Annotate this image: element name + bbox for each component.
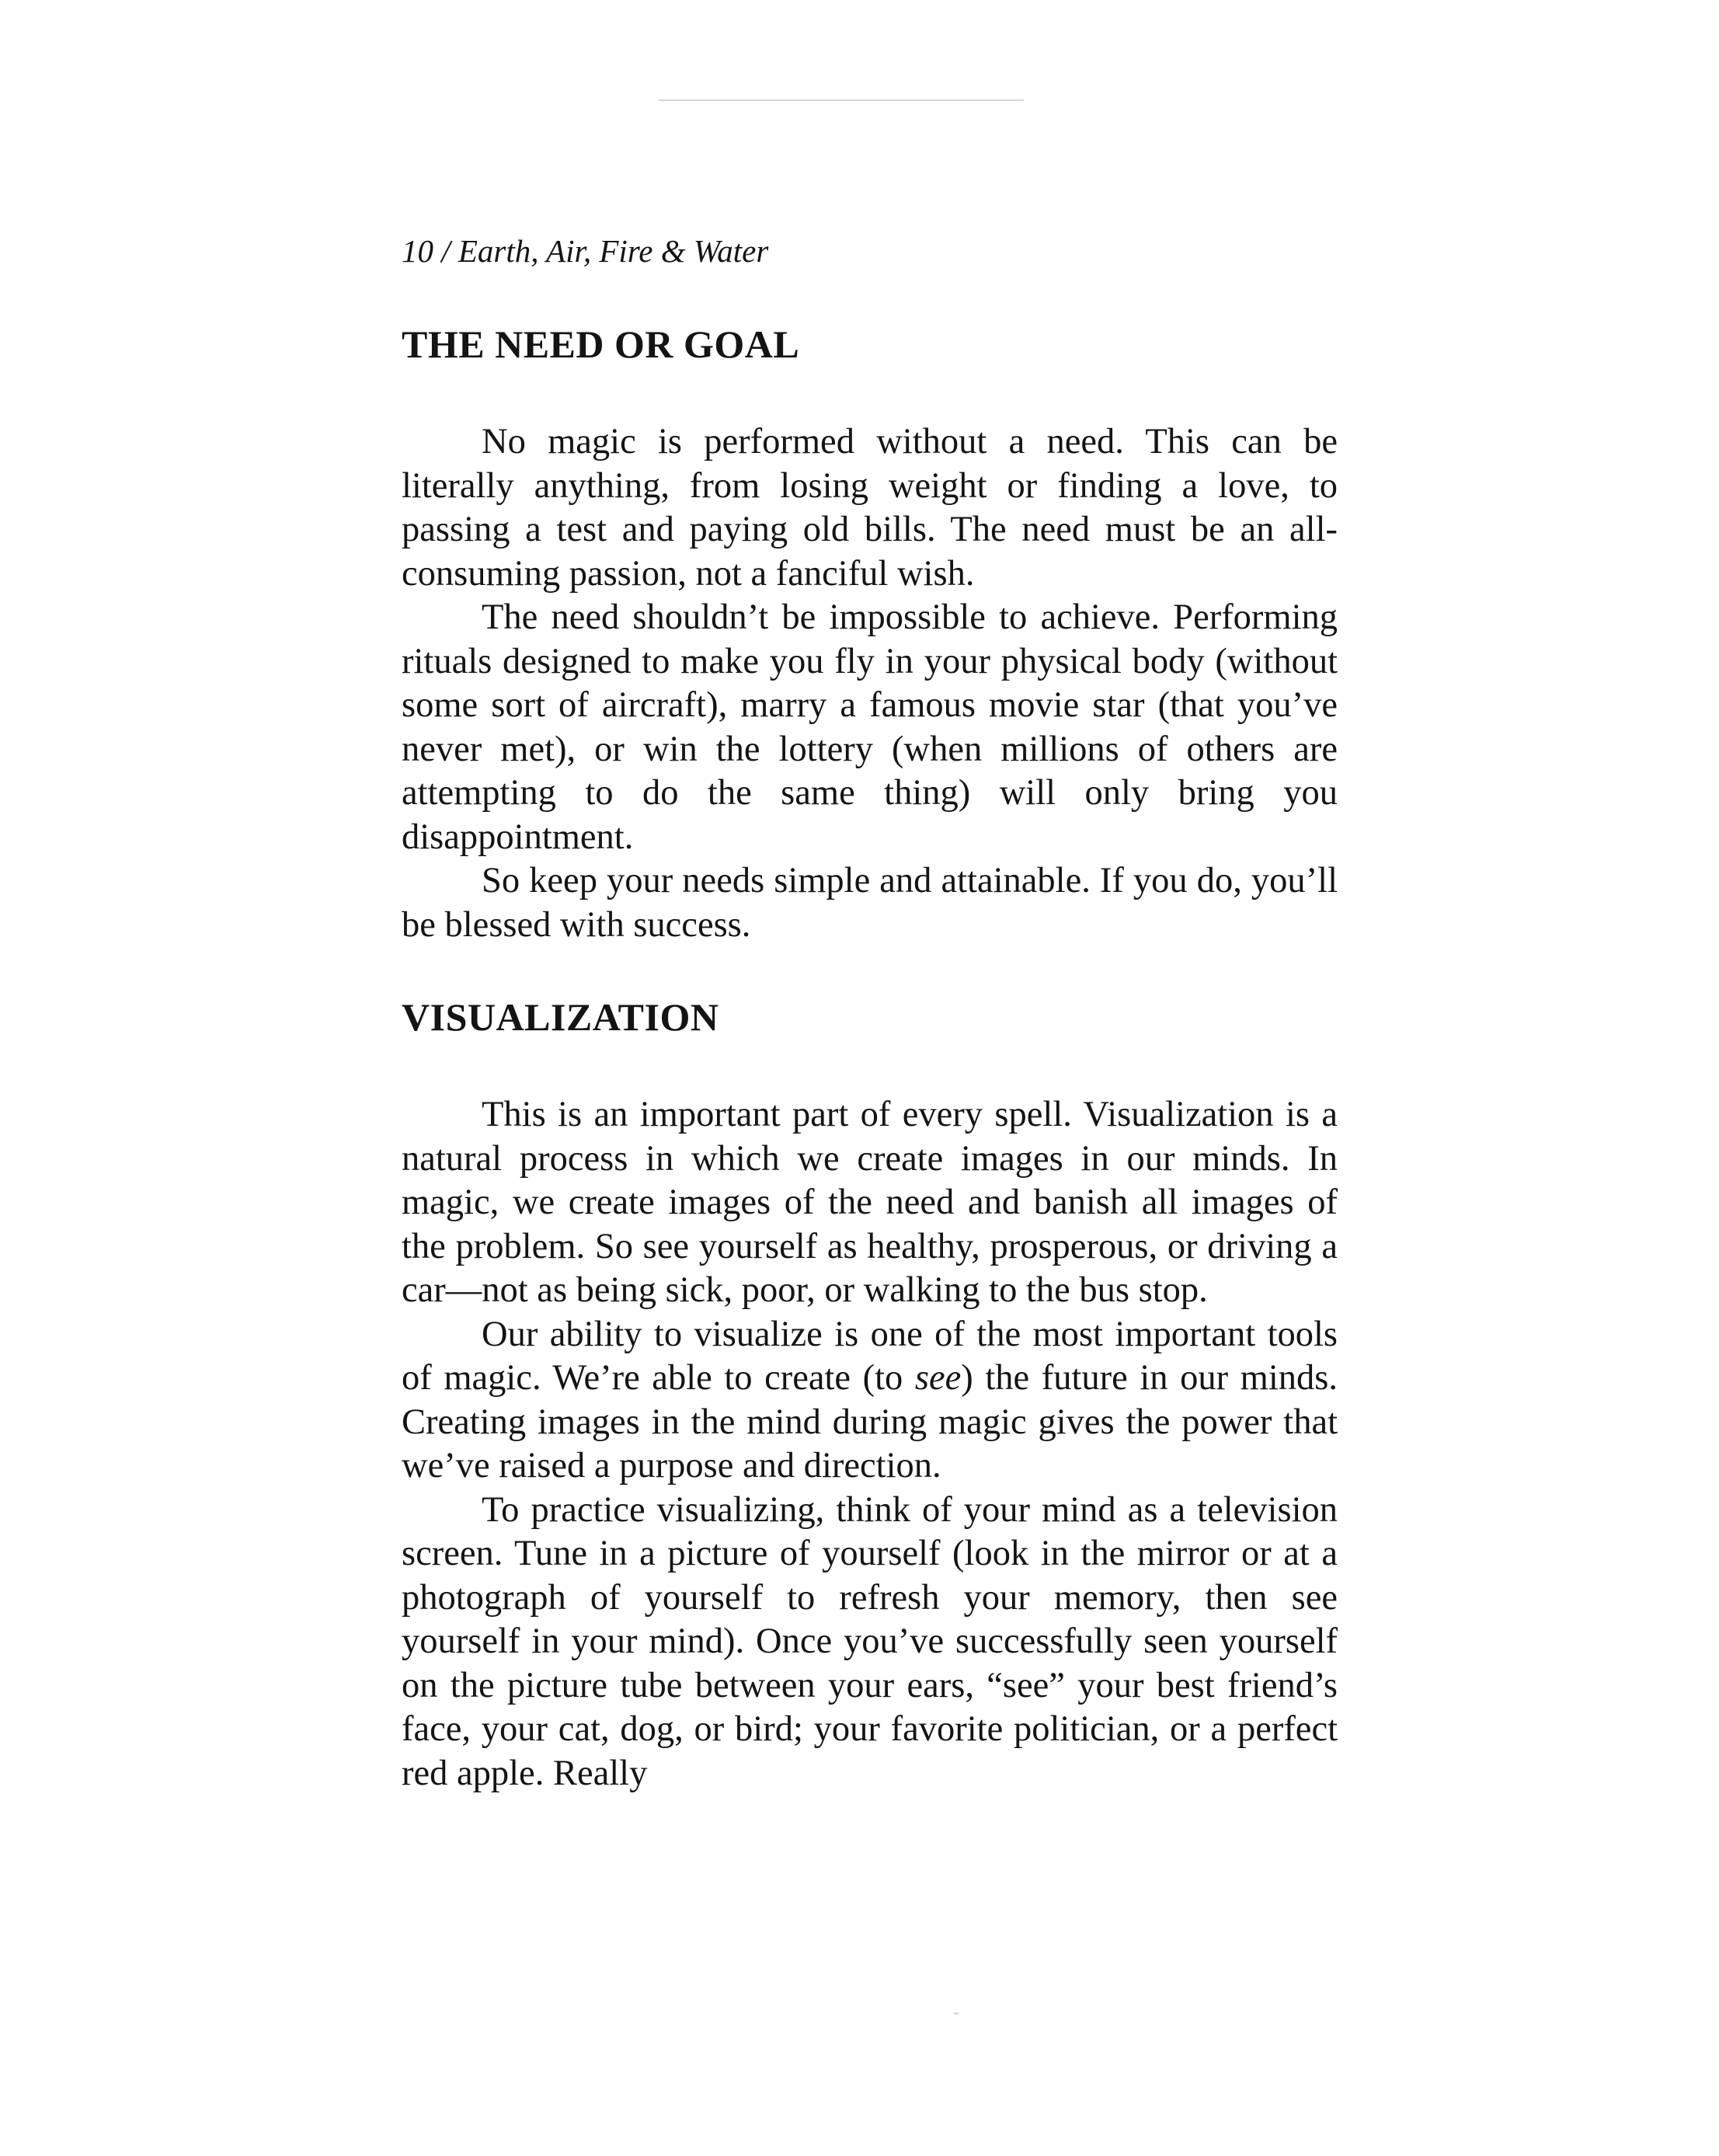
paragraph: The need shouldn’t be impossible to achieve. Performing rituals designed to make you fly in your physical body (without some sort of aircraft), marry a famous movie star (that you’ve never met), or win the lottery (when millions of others are attempting to do the same thing) will only bring you disappointment. <box>402 597 1338 857</box>
paragraph-text: ) the future in our minds. Creating images in the mind during magic gives the power that we’ve raised a purpose and direction. <box>402 1358 1338 1486</box>
paragraph-text: Our ability to visualize is one of the most important tools of magic. We’re able to create (to <box>402 1314 1338 1398</box>
running-head: 10 / Earth, Air, Fire & Water <box>402 233 769 269</box>
paragraph-with-emphasis <box>402 1313 1338 1489</box>
paragraph: No magic is performed without a need. This can be literally anything, from losing weight or finding a love, to passing a test and paying old bills. The need must be an all-consuming passion, not a fanciful wish. <box>402 422 1338 594</box>
section-visualization <box>402 992 1338 1796</box>
paragraph: So keep your needs simple and attainable. If you do, you’ll be blessed with success. <box>402 861 1338 945</box>
section-heading-visualization: VISUALIZATION <box>402 995 719 1039</box>
paragraph: This is an important part of every spell. Visualization is a natural process in which we create images in our minds. In magic, we create images of the need and banish all images of the problem. So see yourself as healthy, prosperous, or driving a car—not as being sick, poor, or walking to the bus stop. <box>402 1095 1338 1310</box>
section-need-or-goal <box>402 319 1338 947</box>
section-heading-need-or-goal: THE NEED OR GOAL <box>402 322 800 366</box>
paragraph: To practice visualizing, think of your mind as a television screen. Tune in a picture of yourself (look in the mirror or at a photograph of yourself to refresh your memory, then see yourself in your mind). Once you’ve successfully seen yourself on the picture tube between your ears, “see” your best friend’s face, your cat, dog, or bird; your favorite politician, or a perfect red apple. Really <box>402 1489 1338 1793</box>
emphasis-text: see <box>914 1358 962 1398</box>
top-rule-divider <box>659 99 1024 101</box>
scan-speck <box>954 2012 959 2015</box>
book-page <box>402 229 1338 1796</box>
